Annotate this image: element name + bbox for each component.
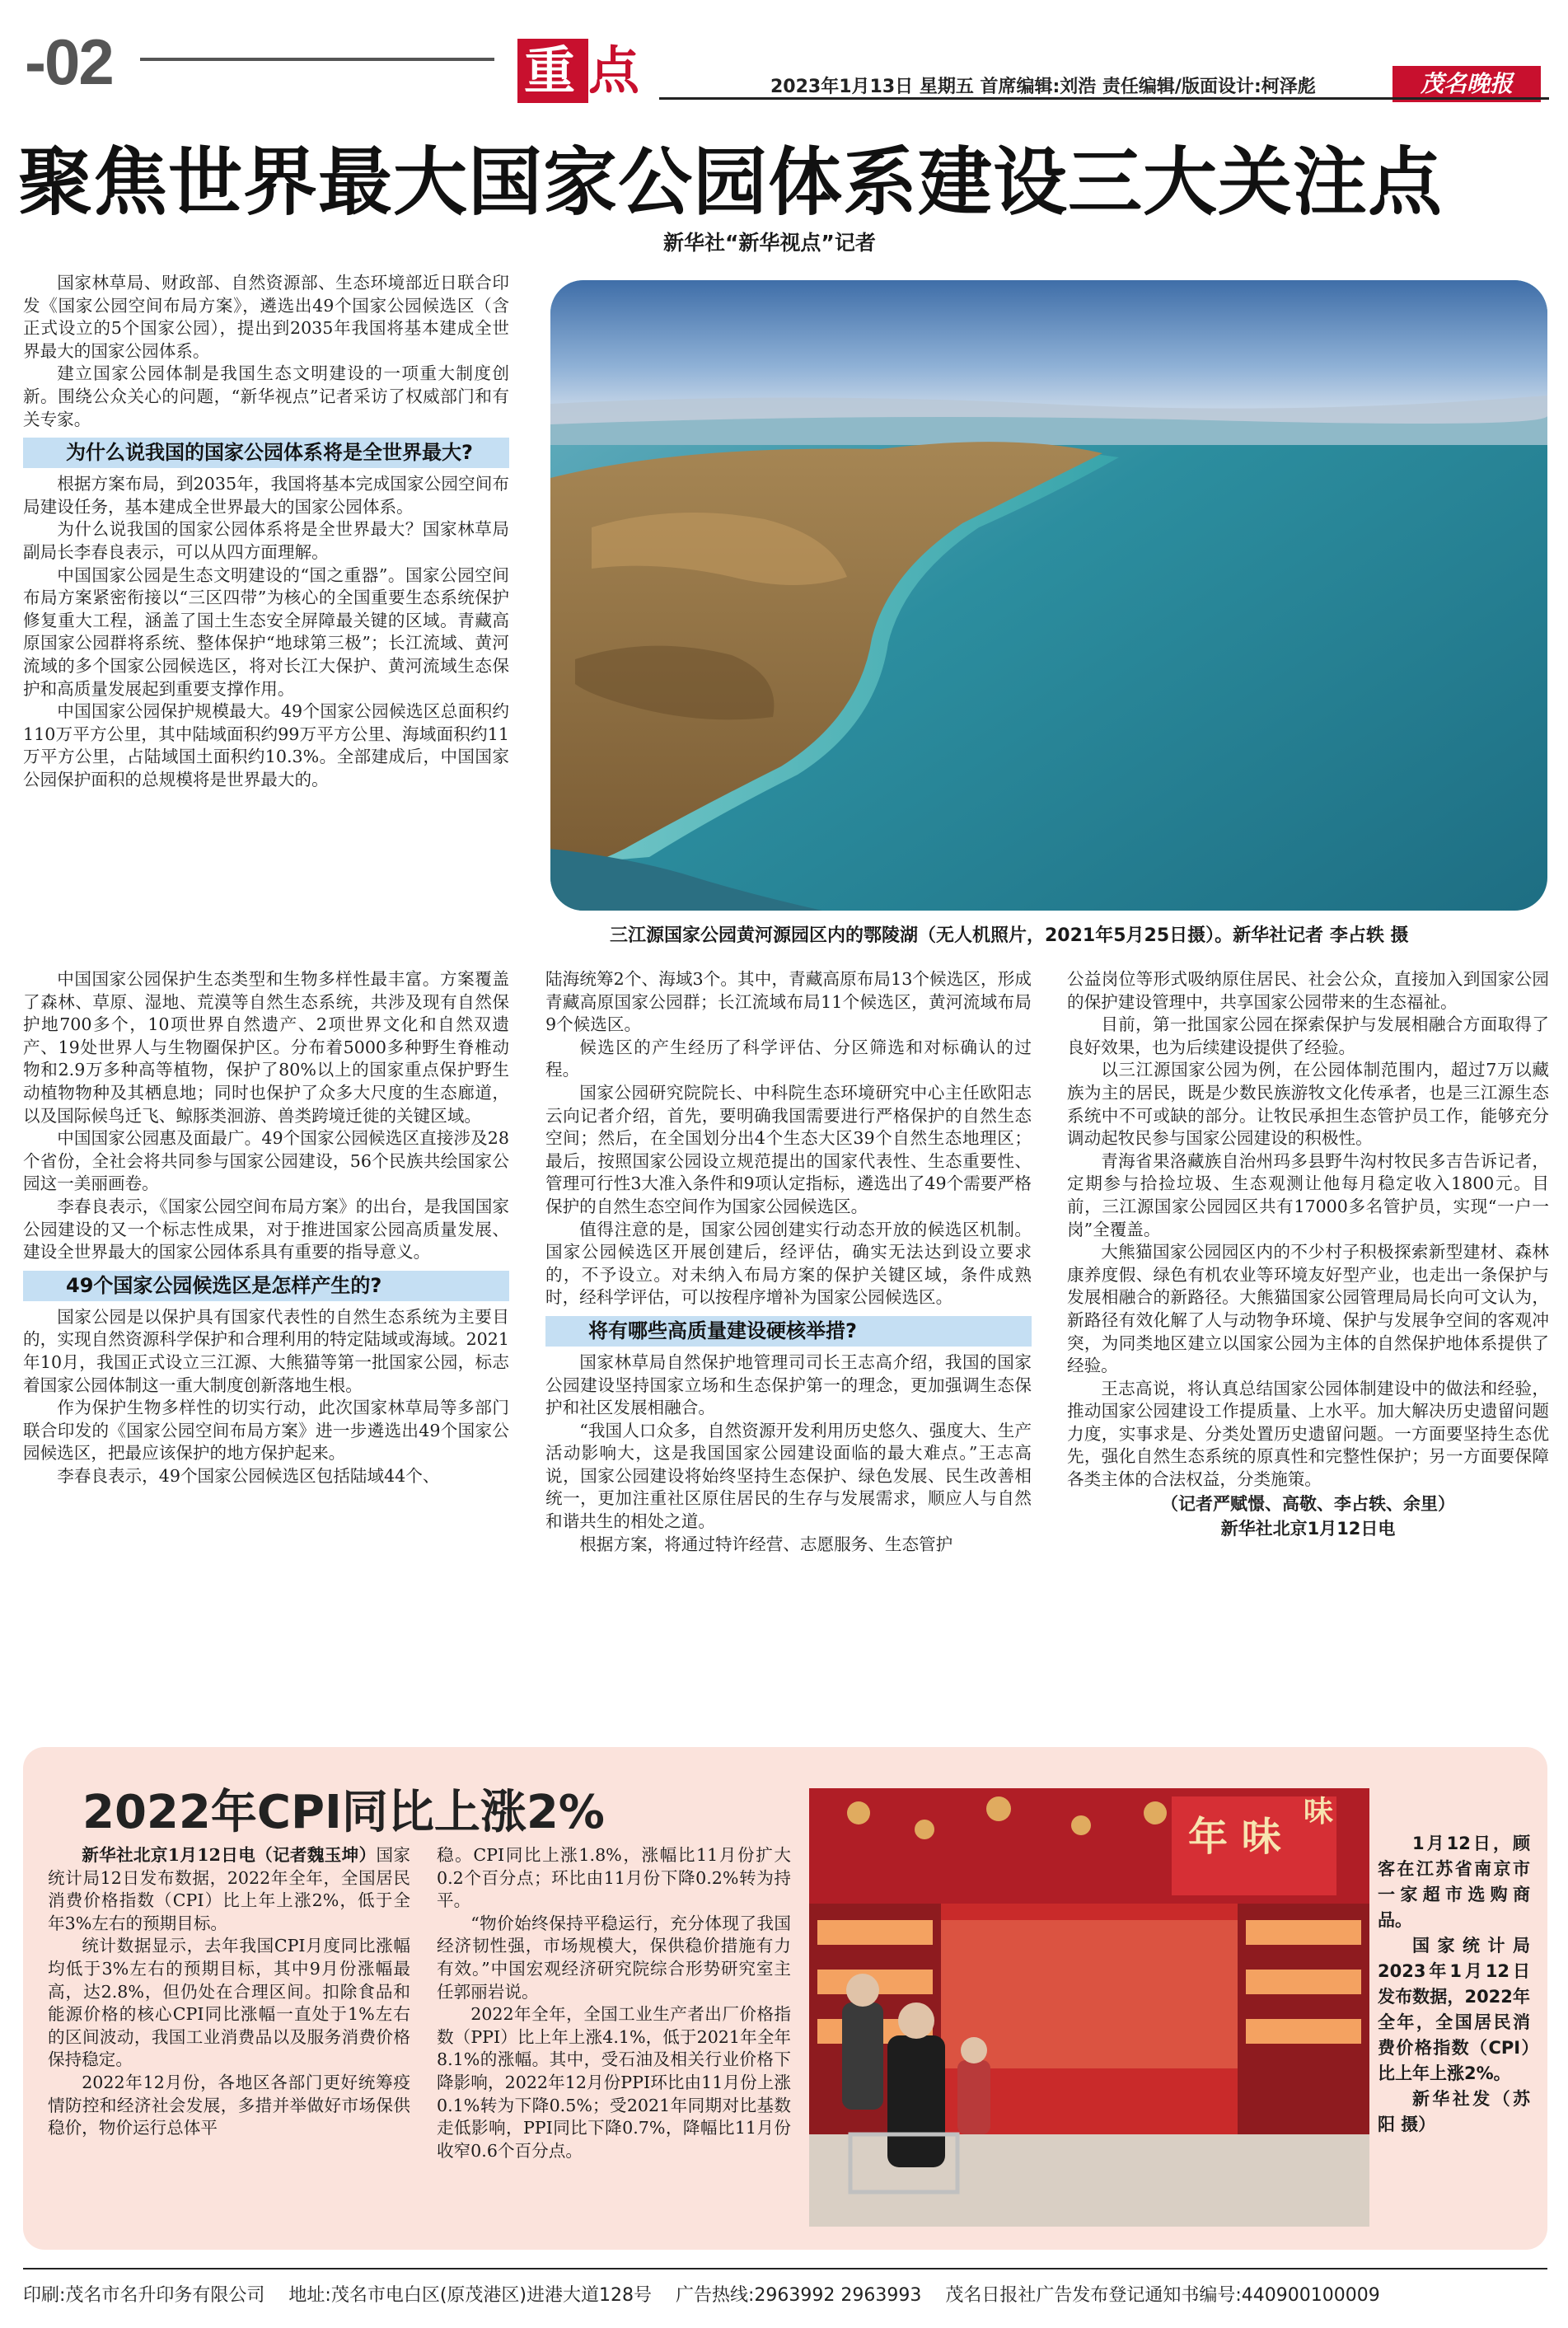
paragraph: 国家公园是以保护具有国家代表性的自然生态系统为主要目的，实现自然资源科学保护和合理利用的特定陆域或海域。2021年10月，我国正式设立三江源、大熊猫等第一批国家公园，标志着国家公园体制这一重大制度创新落地生根。: [23, 1306, 509, 1395]
article-column-1-bottom: [23, 968, 509, 1487]
paragraph: “物价始终保持平稳运行，充分体现了我国经济韧性强，市场规模大，保供稳价措施有力有效。”中国宏观经济研究院综合形势研究室主任郭丽岩说。: [437, 1913, 791, 2002]
paragraph: 公益岗位等形式吸纳原住居民、社会公众，直接加入到国家公园的保护建设管理中，共享国家公园带来的生态福祉。: [1067, 969, 1549, 1012]
section-tag-char1: 重: [517, 39, 588, 103]
supermarket-photo: [809, 1788, 1369, 2227]
lake-landscape-image: [550, 280, 1547, 911]
footer-rule: [23, 2268, 1547, 2269]
footer-printer: 印刷:茂名市名升印务有限公司: [23, 2285, 265, 2306]
newspaper-logo: 茂名晚报: [1392, 66, 1541, 102]
reporters-credit: （记者严赋憬、高敬、李占轶、余里）: [1161, 1493, 1455, 1514]
paragraph: 建立国家公园体制是我国生态文明建设的一项重大制度创新。围绕公众关心的问题，“新华视点”记者采访了权威部门和有关专家。: [23, 363, 509, 429]
paragraph: 根据方案，将通过特许经营、志愿服务、生态管护: [579, 1534, 953, 1554]
paragraph: 以三江源国家公园为例，在公园体制范围内，超过7万以藏族为主的居民，既是少数民族游牧文化传承者，也是三江源生态系统中不可或缺的部分。让牧民承担生态管护员工作，能够充分调动起牧民参与国家公园建设的积极性。: [1067, 1060, 1549, 1149]
paragraph: 李春良表示，49个国家公园候选区包括陆域44个、: [57, 1465, 440, 1486]
paragraph: 大熊猫国家公园园区内的不少村子积极探索新型建材、森林康养度假、绿色有机农业等环境友好型产业，也走出一条保护与发展相融合的新路径。大熊猫国家公园管理局局长向可文认为，新路径有效化解了人与动物争环境、保护与发展争空间的客观冲突，为同类地区建立以国家公园为主体的自然保护地体系提供了经验。: [1067, 1242, 1549, 1376]
paragraph: 中国国家公园是生态文明建设的“国之重器”。国家公园空间布局方案紧密衔接以“三区四带”为核心的全国重要生态系统保护修复重大工程，涵盖了国土生态安全屏障最关键的区域。青藏高原国家公园群将系统、整体保护“地球第三极”；长江流域、黄河流域的多个国家公园候选区，将对长江大保护、黄河流域生态保护和高质量发展起到重要支撑作用。: [23, 564, 509, 699]
paragraph: 中国国家公园保护生态类型和生物多样性最丰富。方案覆盖了森林、草原、湿地、荒漠等自然生态系统，共涉及现有自然保护地700多个，10项世界自然遗产、2项世界文化和自然双遗产、19处世界人与生物圈保护区。分布着5000多种野生脊椎动物和2.9万多种高等植物，保护了80%以上的国家重点保护野生动植物物种及其栖息地；同时也保护了众多大尺度的生态廊道，以及国际候鸟迁飞、鲸豚类洄游、兽类跨境迁徙的关键区域。: [23, 969, 509, 1126]
footer: [23, 2281, 1547, 2307]
byline: 新华社“新华视点”记者: [663, 231, 876, 255]
paragraph: 陆海统筹2个、海域3个。其中，青藏高原布局13个候选区，形成青藏高原国家公园群；长江流域布局11个候选区，黄河流域布局9个候选区。: [545, 969, 1032, 1035]
paragraph: 2022年全年，全国工业生产者出厂价格指数（PPI）比上年上涨4.1%，低于2021年全年8.1%的涨幅。其中，受石油及相关行业价格下降影响，2022年12月份PPI环比由11月份上涨0.1%转为下降0.5%；受2021年同期对比基数走低影响，PPI同比下降0.7%，降幅比11月份收窄0.6个百分点。: [437, 2004, 791, 2161]
paragraph: 中国国家公园保护规模最大。49个国家公园候选区总面积约110万平方公里，其中陆域面积约99万平方公里、海域面积约11万平方公里，占陆域国土面积约10.3%。全部建成后，中国国家公园保护面积的总规模将是世界最大的。: [23, 701, 509, 789]
paragraph: “我国人口众多，自然资源开发利用历史悠久、强度大、生产活动影响大，这是我国国家公园建设面临的最大难点。”王志高说，国家公园建设将始终坚持生态保护、绿色发展、民生改善相统一，更加注重社区原住居民的生存与发展需求，顺应人与自然和谐共生的相处之道。: [545, 1420, 1032, 1532]
paragraph: 稳。CPI同比上涨1.8%，涨幅比11月份扩大0.2个百分点；环比由11月份下降0.2%转为持平。: [437, 1845, 791, 1911]
subheading-q3: 将有哪些高质量建设硬核举措?: [545, 1316, 1032, 1347]
paragraph: 国家林草局、财政部、自然资源部、生态环境部近日联合印发《国家公园空间布局方案》，遴选出49个国家公园候选区（含正式设立的5个国家公园），提出到2035年我国将基本建成全世界最大的国家公园体系。: [23, 273, 509, 361]
page-number: -02: [25, 26, 113, 98]
dateline: 新华社北京1月12日电: [1220, 1518, 1396, 1539]
article-column-3: [1067, 968, 1549, 1541]
paragraph: 统计数据显示，去年我国CPI月度同比涨幅均低于3%左右的预期目标，其中9月份涨幅最高，达2.8%，但仍处在合理区间。扣除食品和能源价格的核心CPI同比涨幅一直处于1%左右的区间波动，我国工业消费品以及服务消费价格保持稳定。: [48, 1936, 410, 2070]
paragraph: 根据方案布局，到2035年，我国将基本完成国家公园空间布局建设任务，基本建成全世界最大的国家公园体系。: [23, 474, 509, 517]
cpi-photo-caption: [1378, 1831, 1530, 2138]
caption-line: 国家统计局2023年1月12日发布数据，2022年全年，全国居民消费价格指数（CPI）比上年上涨2%。: [1378, 1936, 1530, 2083]
subheading-q1: 为什么说我国的国家公园体系将是全世界最大?: [23, 438, 509, 468]
paragraph: 国家统计局12日发布数据，2022年全年，全国居民消费价格指数（CPI）比上年上涨2%，低于全年3%左右的预期目标。: [48, 1845, 410, 1933]
paragraph: 国家林草局自然保护地管理司司长王志高介绍，我国的国家公园建设坚持国家立场和生态保护第一的理念，更加强调生态保护和社区发展相融合。: [545, 1351, 1032, 1418]
article-column-1: [23, 272, 509, 791]
paragraph: 国家公园研究院院长、中科院生态环境研究中心主任欧阳志云向记者介绍，首先，要明确我国需要进行严格保护的自然生态空间；然后，在全国划分出4个生态大区39个自然生态地理区；最后，按照国家公园设立规范提出的国家代表性、生态重要性、管理可行性3大准入条件和9项认定指标，遴选出了49个需要严格保护的自然生态空间作为国家公园候选区。: [545, 1082, 1032, 1216]
paragraph: 作为保护生物多样性的切实行动，此次国家林草局等多部门联合印发的《国家公园空间布局方案》进一步遴选出49个国家公园候选区，把最应该保护的地方保护起来。: [23, 1398, 509, 1464]
paragraph: 李春良表示，《国家公园空间布局方案》的出台，是我国国家公园建设的又一个标志性成果，对于推进国家公园高质量发展、建设全世界最大的国家公园体系具有重要的指导意义。: [23, 1196, 509, 1262]
paragraph: 候选区的产生经历了科学评估、分区筛选和对标确认的过程。: [545, 1037, 1032, 1080]
footer-license: 茂名日报社广告发布登记通知书编号:440900100009: [945, 2285, 1380, 2306]
photo-caption: 三江源国家公园黄河源园区内的鄂陵湖（无人机照片，2021年5月25日摄）。新华社记者 李占轶 摄: [610, 925, 1409, 946]
header-info: 2023年1月13日 星期五 首席编辑:刘浩 责任编辑/版面设计:柯泽彪: [770, 77, 1316, 97]
paragraph: 青海省果洛藏族自治州玛多县野牛沟村牧民多吉告诉记者，定期参与拾捡垃圾、生态观测让他每月稳定收入1800元。目前，三江源国家公园园区共有17000多名管护员，实现“一户一岗”全覆盖。: [1067, 1150, 1549, 1239]
article-column-2: [545, 968, 1032, 1556]
cpi-column-1: [48, 1844, 410, 2140]
subheading-q2: 49个国家公园候选区是怎样产生的?: [23, 1271, 509, 1301]
footer-ad-hotline: 广告热线:2963992 2963993: [676, 2285, 922, 2306]
footer-address: 地址:茂名市电白区(原茂港区)进港大道128号: [288, 2285, 652, 2306]
paragraph: 值得注意的是，国家公园创建实行动态开放的候选区机制。国家公园候选区开展创建后，经评估，确实无法达到设立要求的，不予设立。对未纳入布局方案的保护关键区域，条件成熟时，经科学评估，可以按程序增补为国家公园候选区。: [545, 1219, 1032, 1308]
photo-sign-right: 味: [1304, 1795, 1334, 1829]
paragraph: 目前，第一批国家公园在探索保护与发展相融合方面取得了良好效果，也为后续建设提供了经验。: [1067, 1014, 1549, 1057]
section-tag-char2: 点: [588, 40, 647, 101]
header-rule: [659, 97, 1549, 100]
paragraph: 王志高说，将认真总结国家公园体制建设中的做法和经验，推动国家公园建设工作提质量、上水平。加大解决历史遗留问题力度，实事求是、分类处置历史遗留问题。一方面要坚持生态优先，强化自然生态系统的原真性和完整性保护；另一方面要保障各类主体的合法权益，分类施策。: [1067, 1378, 1549, 1490]
paragraph: 中国国家公园惠及面最广。49个国家公园候选区直接涉及28个省份，全社会将共同参与国家公园建设，56个民族共绘国家公园这一美丽画卷。: [23, 1128, 509, 1194]
cpi-column-2: [437, 1844, 791, 2162]
headline: 聚焦世界最大国家公园体系建设三大关注点: [18, 139, 1443, 226]
cpi-title: 2022年CPI同比上涨2%: [82, 1786, 605, 1839]
paragraph: 为什么说我国的国家公园体系将是全世界最大？国家林草局副局长李春良表示，可以从四方面理解。: [23, 519, 509, 562]
caption-line: 1月12日，顾客在江苏省南京市一家超市选购商品。: [1378, 1834, 1530, 1930]
cpi-lead: 新华社北京1月12日电（记者魏玉坤）: [82, 1845, 377, 1865]
main-photo: [550, 280, 1547, 911]
section-tag: [517, 30, 646, 103]
paragraph: 2022年12月份，各地区各部门更好统筹疫情防控和经济社会发展，多措并举做好市场保供稳价，物价运行总体平: [48, 2072, 410, 2138]
caption-credit: 新华社发（苏阳 摄）: [1378, 2089, 1530, 2134]
photo-sign-left: 年 味: [1188, 1814, 1281, 1860]
header-divider: [140, 58, 494, 61]
supermarket-image: [809, 1788, 1369, 2227]
